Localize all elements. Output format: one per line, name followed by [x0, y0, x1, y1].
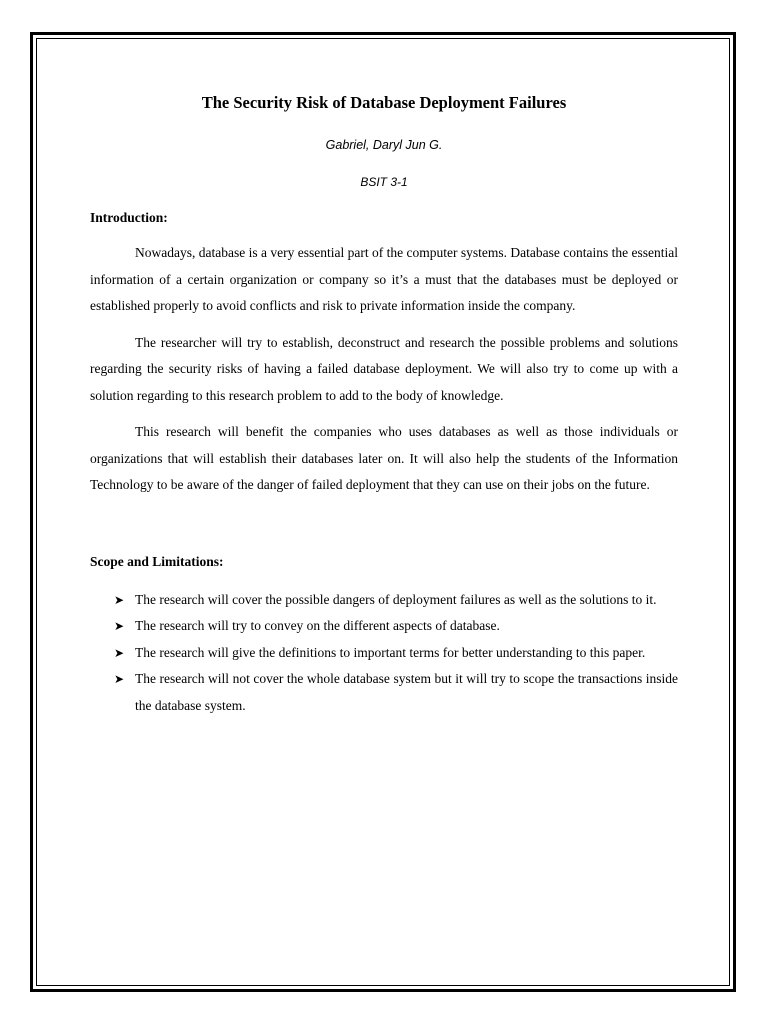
introduction-paragraph-2: The researcher will try to establish, deconstruct and research the possible problems and solutions regarding the security risks of having a failed database deployment. We will also try to come up with a solution regarding to this research problem to add to the body of knowledge. — [90, 334, 678, 403]
introduction-paragraph-1: Nowadays, database is a very essential part of the computer systems. Database contains the essential information of a certain organization or company so it’s a must that the databases must be deployed or established properly to avoid conflicts and risk to private information inside the company. — [90, 245, 678, 313]
document-body — [90, 92, 678, 719]
arrow-bullet-icon: ➤ — [114, 619, 125, 633]
list-item-text: The research will give the definitions to important terms for better understanding to this paper. — [135, 644, 646, 660]
arrow-bullet-icon: ➤ — [114, 592, 125, 607]
introduction-heading: Introduction: — [90, 210, 168, 225]
list-item — [90, 640, 678, 667]
list-item — [90, 613, 678, 640]
introduction-paragraph-3: This research will benefit the companies who uses databases as well as those individuals or organizations that will establish their databases later on. It will also help the students of the Information Technology to be aware of the danger of failed deployment that they can use on their jobs on the future. — [90, 424, 678, 492]
course-section: BSIT 3-1 — [360, 175, 408, 189]
list-item — [90, 587, 678, 614]
document-title: The Security Risk of Database Deployment Failures — [201, 93, 567, 112]
list-item-text: The research will try to convey on the different aspects of database. — [135, 618, 500, 633]
list-item-text: The research will not cover the whole database system but it will try to scope the transactions inside the database system. — [135, 671, 678, 713]
list-item-text: The research will cover the possible dangers of deployment failures as well as the solutions to it. — [135, 591, 657, 607]
arrow-bullet-icon: ➤ — [114, 645, 125, 660]
list-item — [90, 666, 678, 719]
scope-heading: Scope and Limitations: — [90, 553, 224, 569]
author-name: Gabriel, Daryl Jun G. — [325, 138, 443, 152]
arrow-bullet-icon: ➤ — [114, 672, 125, 686]
scope-list — [90, 587, 678, 720]
